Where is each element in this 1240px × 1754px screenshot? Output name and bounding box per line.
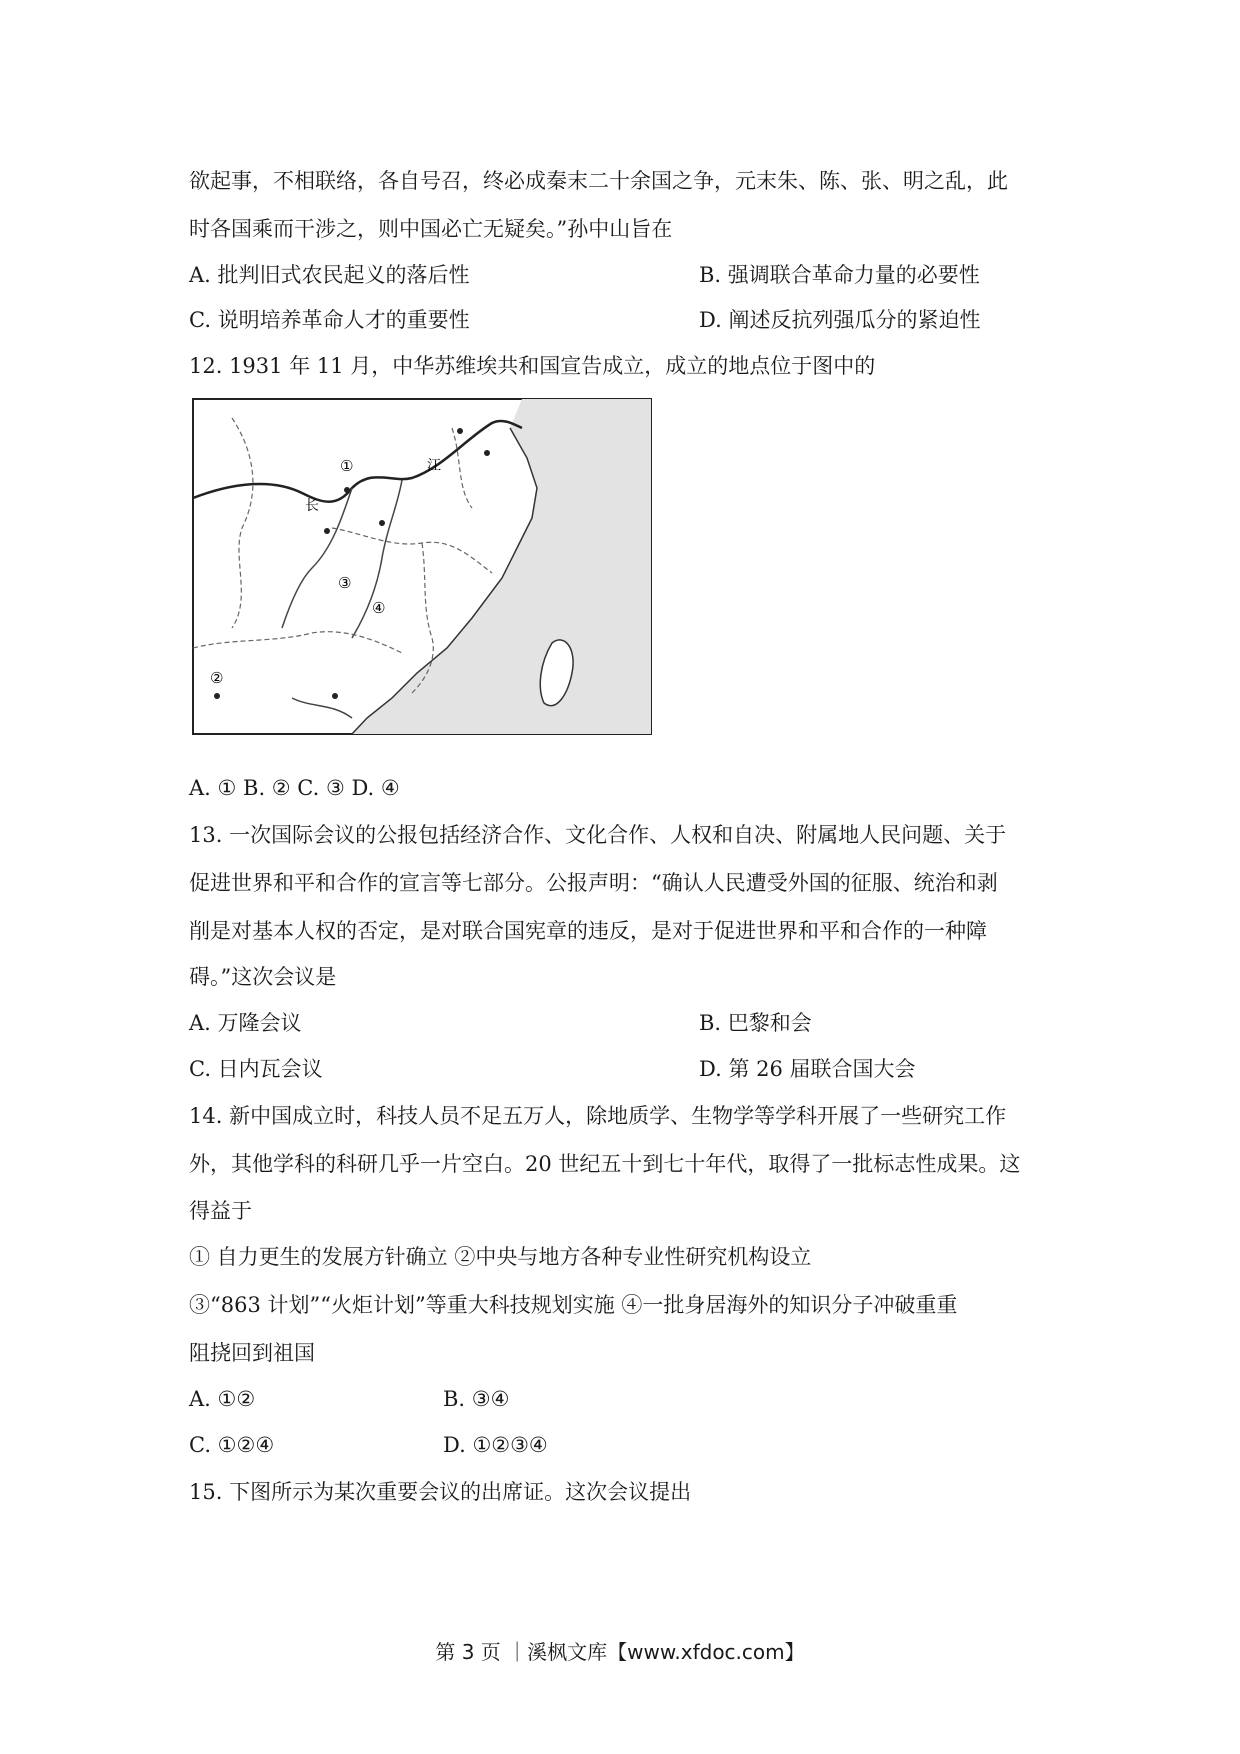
q13-option-c[interactable]: C. 日内瓦会议 — [189, 1057, 323, 1081]
map-label-jiang: 江 — [427, 458, 441, 474]
q11-stem-line: 时各国乘而干涉之，则中国必亡无疑矣。”孙中山旨在 — [189, 217, 673, 241]
q13-stem-line: 促进世界和平和合作的宣言等七部分。公报声明：“确认人民遭受外国的征服、统治和剥 — [189, 871, 998, 895]
map-label-chang: 长 — [305, 498, 319, 514]
q13-stem-line: 削是对基本人权的否定，是对联合国宪章的违反，是对于促进世界和平和合作的一种障 — [189, 919, 987, 943]
city-dot — [344, 487, 350, 493]
q14-item-line: ① 自力更生的发展方针确立 ②中央与地方各种专业性研究机构设立 — [189, 1245, 812, 1269]
city-dot — [324, 528, 330, 534]
q15-stem: 15. 下图所示为某次重要会议的出席证。这次会议提出 — [189, 1480, 692, 1504]
map-marker-4: ④ — [372, 599, 386, 617]
q14-stem-line: 14. 新中国成立时，科技人员不足五万人，除地质学、生物学等学科开展了一些研究工作 — [189, 1104, 1007, 1128]
map-marker-2: ② — [210, 669, 224, 687]
map-marker-1: ① — [340, 457, 354, 475]
city-dot — [379, 520, 385, 526]
q13-option-d[interactable]: D. 第 26 届联合国大会 — [699, 1057, 916, 1081]
east-china-map — [192, 398, 652, 735]
city-dot — [457, 428, 463, 434]
city-dot — [332, 693, 338, 699]
q14-stem-line: 得益于 — [189, 1199, 252, 1223]
q11-stem-line: 欲起事，不相联络，各自号召，终必成秦末二十余国之争，元末朱、陈、张、明之乱，此 — [189, 169, 1008, 193]
q14-item-line: ③“863 计划”“火炬计划”等重大科技规划实施 ④一批身居海外的知识分子冲破重重 — [189, 1293, 958, 1317]
q14-item-line: 阻挠回到祖国 — [189, 1341, 315, 1365]
q14-option-a[interactable]: A. ①② — [189, 1387, 256, 1411]
q14-stem-line: 外，其他学科的科研几乎一片空白。20 世纪五十到七十年代，取得了一批标志性成果。这 — [189, 1152, 1021, 1176]
map-marker-3: ③ — [338, 574, 352, 592]
q13-option-b[interactable]: B. 巴黎和会 — [699, 1011, 812, 1035]
q14-option-b[interactable]: B. ③④ — [443, 1387, 510, 1411]
q13-stem-line: 碍。”这次会议是 — [189, 965, 337, 989]
q14-option-c[interactable]: C. ①②④ — [189, 1433, 275, 1457]
q11-option-a[interactable]: A. 批判旧式农民起义的落后性 — [189, 263, 470, 287]
q11-option-d[interactable]: D. 阐述反抗列强瓜分的紧迫性 — [699, 308, 981, 332]
q13-option-a[interactable]: A. 万隆会议 — [189, 1011, 302, 1035]
city-dot — [484, 450, 490, 456]
q11-option-b[interactable]: B. 强调联合革命力量的必要性 — [699, 263, 980, 287]
q14-option-d[interactable]: D. ①②③④ — [443, 1433, 548, 1457]
q12-stem: 12. 1931 年 11 月，中华苏维埃共和国宣告成立，成立的地点位于图中的 — [189, 354, 876, 378]
q11-option-c[interactable]: C. 说明培养革命人才的重要性 — [189, 308, 470, 332]
q12-options[interactable]: A. ① B. ② C. ③ D. ④ — [189, 776, 400, 800]
city-dot — [214, 693, 220, 699]
page-footer: 第 3 页 ｜溪枫文库【www.xfdoc.com】 — [435, 1640, 805, 1664]
q13-stem-line: 13. 一次国际会议的公报包括经济合作、文化合作、人权和自决、附属地人民问题、关于 — [189, 823, 1007, 847]
